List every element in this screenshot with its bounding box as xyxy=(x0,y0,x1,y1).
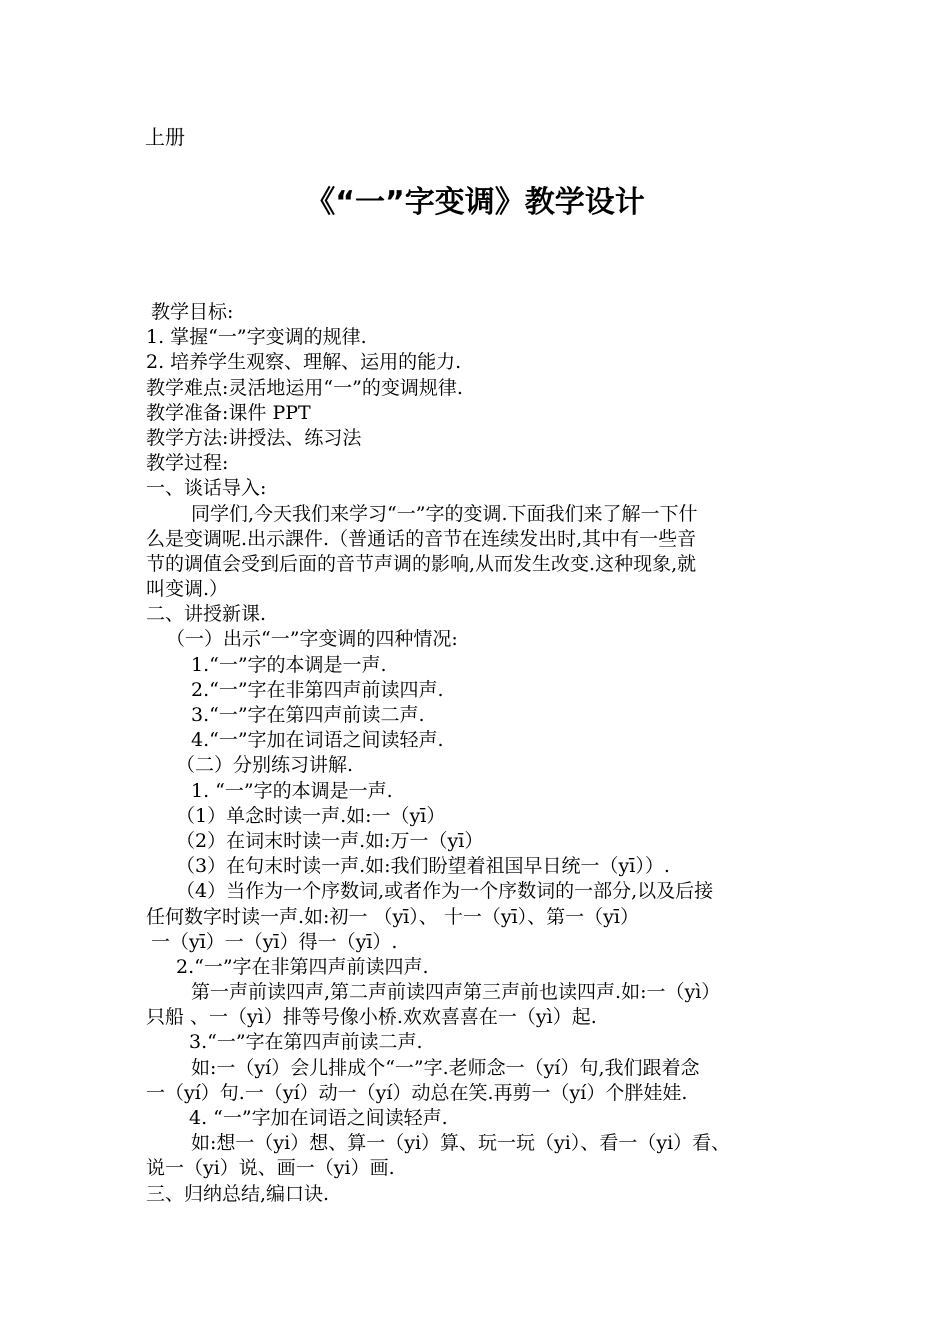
preparation-line: 教学准备:课件 PPT xyxy=(146,401,311,424)
example-line: （3）在句末时读一声.如:我们盼望着祖国早日统一（yī））. xyxy=(176,855,670,878)
paragraph-line: 如:一（yí）会儿排成个“一”字.老师念一（yí）句,我们跟着念 xyxy=(191,1056,700,1079)
section-heading-objectives: 教学目标: xyxy=(151,301,234,323)
paragraph-line: 么是变调呢.出示課件.（普通话的音节在连续发出时,其中有一些音 xyxy=(146,527,697,550)
list-item: 1. “一”字的本调是一声. xyxy=(191,779,393,802)
objective-item-2: 2. 培养学生观察、理解、运用的能力. xyxy=(146,351,462,374)
section-heading-process: 教学过程: xyxy=(146,452,229,475)
list-item: 4. “一”字加在词语之间读轻声. xyxy=(189,1107,448,1129)
paragraph-line: 同学们,今天我们来学习“一”字的变调.下面我们来了解一下什 xyxy=(191,502,698,525)
method-line: 教学方法:讲授法、练习法 xyxy=(146,426,362,449)
paragraph-line: 一（yí）句.一（yí）动一（yí）动总在笑.再剪一（yí）个胖娃娃. xyxy=(146,1081,688,1104)
paragraph-line: 第一声前读四声,第二声前读四声第三声前也读四声.如:一（yì） xyxy=(191,981,721,1004)
list-item: 4.“一”字加在词语之间读轻声. xyxy=(191,729,444,752)
example-line: （4）当作为一个序数词,或者作为一个序数词的一部分,以及后接 xyxy=(176,880,714,903)
example-line: （1）单念时读一声.如:一（yī） xyxy=(176,804,446,827)
list-item: 3.“一”字在第四声前读二声. xyxy=(189,1031,423,1054)
part-heading-summary: 三、归纳总结,编口诀. xyxy=(146,1182,330,1205)
volume-label: 上册 xyxy=(145,125,185,149)
document-body xyxy=(146,300,816,1207)
example-line: 一（yī）一（yī）得一（yī）. xyxy=(151,930,398,953)
subsection-heading: （一）出示“一”字变调的四种情况: xyxy=(166,628,458,651)
part-heading-new-lesson: 二、讲授新课. xyxy=(146,603,267,626)
objective-item-1: 1. 掌握“一”字变调的规律. xyxy=(146,326,367,349)
difficulty-line: 教学难点:灵活地运用“一”的变调规律. xyxy=(146,376,463,399)
list-item: 1.“一”字的本调是一声. xyxy=(191,653,387,676)
list-item: 3.“一”字在第四声前读二声. xyxy=(191,704,425,726)
paragraph-line: 如:想一（yi）想、算一（yi）算、玩一玩（yi）、看一（yi）看、 xyxy=(191,1132,731,1155)
part-heading-intro: 一、谈话导入: xyxy=(146,477,267,500)
document-title: 《“一”字变调》教学设计 xyxy=(305,185,645,220)
list-item: 2.“一”字在非第四声前读四声. xyxy=(191,678,444,701)
paragraph-line: 只船 、一（yì）排等号像小桥.欢欢喜喜在一（yì）起. xyxy=(146,1006,597,1029)
paragraph-line: 说一（yi）说、画一（yi）画. xyxy=(146,1157,395,1180)
example-line: （2）在词末时读一声.如:万一（yī） xyxy=(176,829,484,852)
subsection-heading: （二）分别练习讲解. xyxy=(176,754,354,777)
paragraph-line: 节的调值会受到后面的音节声调的影响,从而发生改变.这种现象,就 xyxy=(146,552,697,575)
paragraph-line: 叫变调.） xyxy=(146,578,229,601)
list-item: 2.“一”字在非第四声前读四声. xyxy=(176,955,429,978)
example-line: 任何数字时读一声.如:初一 （yī）、 十一（yī）、第一（yī） xyxy=(146,905,639,928)
